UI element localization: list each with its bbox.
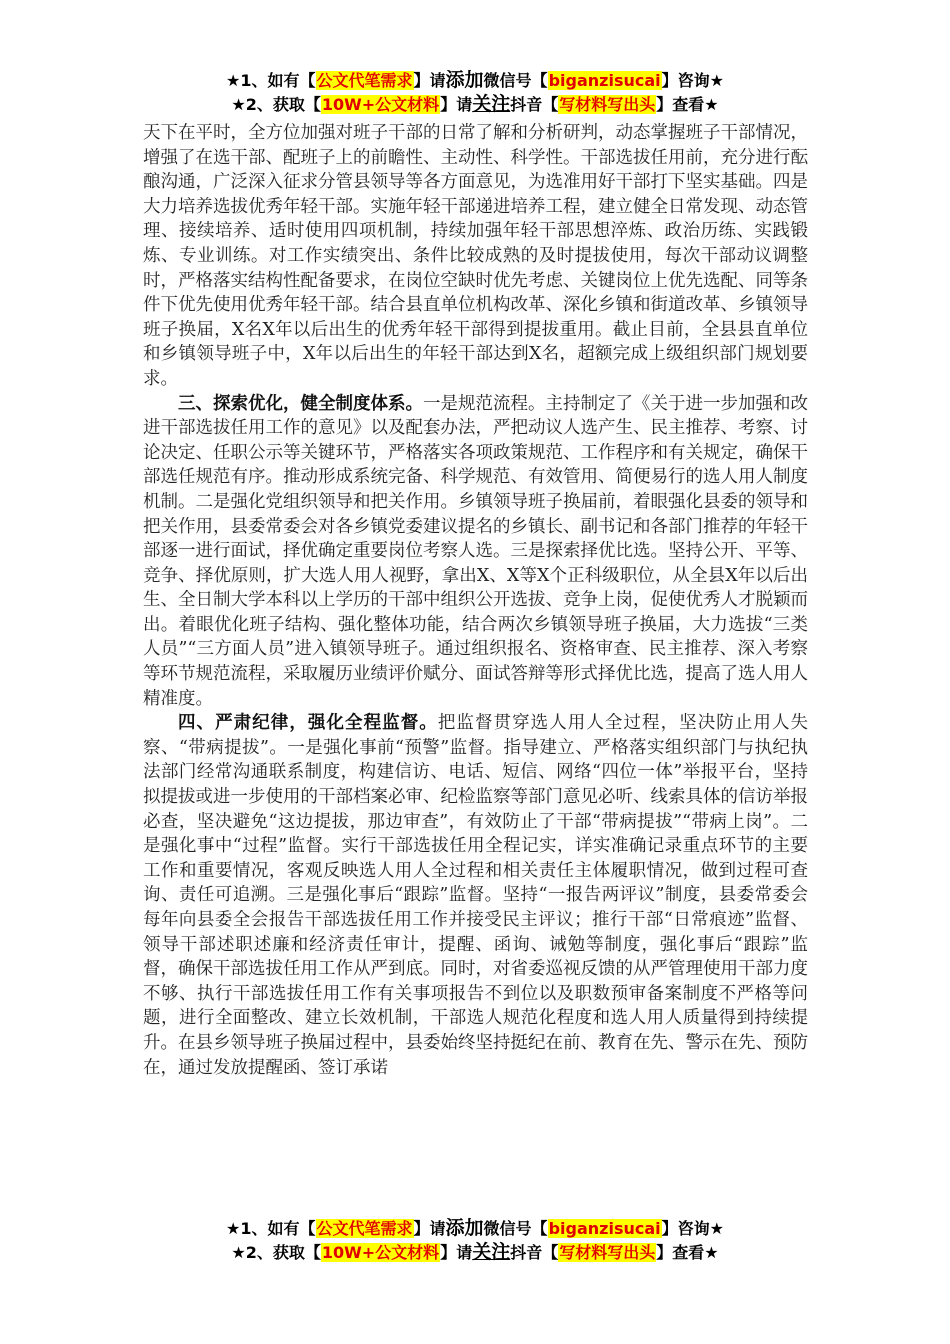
- header-banner: [0, 68, 950, 116]
- banner-text: 】咨询★: [661, 71, 724, 90]
- banner-text: 2、获取【: [245, 95, 321, 114]
- banner-text: 】请: [440, 95, 473, 114]
- banner-text: 】请: [413, 1219, 446, 1238]
- banner-text: 微信号【: [483, 1219, 548, 1238]
- banner-text: 】咨询★: [661, 1219, 724, 1238]
- banner-text: 1、如有【: [240, 1219, 316, 1238]
- emphasis-follow: 关注: [472, 1241, 511, 1263]
- banner-text: 】请: [413, 71, 446, 90]
- star-icon: ★: [226, 71, 241, 90]
- banner-text: 抖音【: [510, 95, 559, 114]
- footer-banner: [0, 1216, 950, 1264]
- highlight-materials: 10W+公文材料: [321, 95, 440, 114]
- banner-text: 1、如有【: [240, 71, 316, 90]
- section-3-text: 一是规范流程。主持制定了《关于进一步加强和改进干部选拔任用工作的意见》以及配套办法，严把动议人选产生、民主推荐、考察、讨论决定、任职公示等关键环节，严格落实各项政策规范、工作程序和有关规定，确保干部选任规范有序。推动形成系统完备、科学规范、有效管用、简便易行的选人用人制度机制。二是强化党组织领导和把关作用。乡镇领导班子换届前，着眼强化县委的领导和把关作用，县委常委会对各乡镇党委建议提名的乡镇长、副书记和各部门推荐的年轻干部逐一进行面试，择优确定重要岗位考察人选。三是探索择优比选。坚持公开、平等、竞争、择优原则，扩大选人用人视野，拿出X、X等X个正科级职位，从全县X年以后出生、全日制大学本科以上学历的干部中组织公开选拔、竞争上岗，促使优秀人才脱颖而出。着眼优化班子结构、强化整体功能，结合两次乡镇领导班子换届，大力选拔“三类人员”“三方面人员”进入镇领导班子。通过组织报名、资格审查、民主推荐、深入考察等环节规范流程，采取履历业绩评价赋分、面试答辩等形式择优比选，提高了选人用人精准度。: [143, 393, 808, 709]
- paragraph-section-3: [143, 392, 808, 712]
- douyin-account: 写材料写出头: [559, 1243, 656, 1262]
- section-4-text: 把监督贯穿选人用人全过程，坚决防止用人失察、“带病提拔”。一是强化事前“预警”监督。指导建立、严格落实组织部门与执纪执法部门经常沟通联系制度，构建信访、电话、短信、网络“四位一体”举报平台，坚持拟提拔或进一步使用的干部档案必审、纪检监察等部门意见必听、线索具体的信访举报必查，坚决避免“这边提拔，那边审查”，有效防止了干部“带病提拔”“带病上岗”。二是强化事中“过程”监督。实行干部选拔任用全程记实，详实准确记录重点环节的主要工作和重要情况，客观反映选人用人全过程和相关责任主体履职情况，做到过程可查询、责任可追溯。三是强化事后“跟踪”监督。坚持“一报告两评议”制度，县委常委会每年向县委全会报告干部选拔任用工作并接受民主评议；推行干部“日常痕迹”监督、领导干部述职述廉和经济责任审计，提醒、函询、诫勉等制度，强化事后“跟踪”监督，确保干部选拔任用工作从严到底。同时，对省委巡视反馈的从严管理使用干部力度不够、执行干部选拔任用工作有关事项报告不到位以及职数预审备案制度不严格等问题，进行全面整改、建立长效机制，干部选人规范化程度和选人用人质量得到持续提升。在县乡领导班子换届过程中，县委始终坚持挺纪在前、教育在先、警示在先、预防在，通过发放提醒函、签订承诺: [143, 713, 809, 1078]
- document-body: [143, 121, 808, 1080]
- star-icon: ★: [226, 1219, 241, 1238]
- banner-line-2: [0, 92, 950, 116]
- banner-text: 】请: [440, 1243, 473, 1262]
- section-4-heading: 四、严肃纪律，强化全程监督。: [178, 713, 438, 734]
- wechat-id: biganzisucai: [548, 1219, 661, 1238]
- banner-line-1: [0, 68, 950, 92]
- banner-text: 】查看★: [656, 1243, 719, 1262]
- wechat-id: biganzisucai: [548, 71, 661, 90]
- highlight-service: 公文代笔需求: [316, 71, 413, 90]
- banner-text: 抖音【: [510, 1243, 559, 1262]
- banner-text: 2、获取【: [245, 1243, 321, 1262]
- banner-line-1: [0, 1216, 950, 1240]
- highlight-materials: 10W+公文材料: [321, 1243, 440, 1262]
- paragraph-continued: 天下在平时，全方位加强对班子干部的日常了解和分析研判，动态掌握班子干部情况，增强了在选干部、配班子上的前瞻性、主动性、科学性。干部选拔任用前，充分进行酝酿沟通，广泛深入征求分管县领导等各方面意见，为选准用好干部打下坚实基础。四是大力培养选拔优秀年轻干部。实施年轻干部递进培养工程，建立健全日常发现、动态管理、接续培养、适时使用四项机制，持续加强年轻干部思想淬炼、政治历练、实践锻炼、专业训练。对工作实绩突出、条件比较成熟的及时提拔使用，每次干部动议调整时，严格落实结构性配备要求，在岗位空缺时优先考虑、关键岗位上优先选配、同等条件下优先使用优秀年轻干部。结合县直单位机构改革、深化乡镇和街道改革、乡镇领导班子换届，X名X年以后出生的优秀年轻干部得到提拔重用。截止目前，全县县直单位和乡镇领导班子中，X年以后出生的年轻干部达到X名，超额完成上级组织部门规划要求。: [143, 123, 808, 389]
- section-3-heading: 三、探索优化，健全制度体系。: [178, 393, 423, 414]
- emphasis-add: 添加: [445, 1217, 484, 1239]
- paragraph-section-4: [143, 711, 808, 1080]
- banner-line-2: [0, 1240, 950, 1264]
- emphasis-follow: 关注: [472, 93, 511, 115]
- star-icon: ★: [231, 1243, 246, 1262]
- star-icon: ★: [231, 95, 246, 114]
- douyin-account: 写材料写出头: [559, 95, 656, 114]
- highlight-service: 公文代笔需求: [316, 1219, 413, 1238]
- emphasis-add: 添加: [445, 69, 484, 91]
- banner-text: 微信号【: [483, 71, 548, 90]
- banner-text: 】查看★: [656, 95, 719, 114]
